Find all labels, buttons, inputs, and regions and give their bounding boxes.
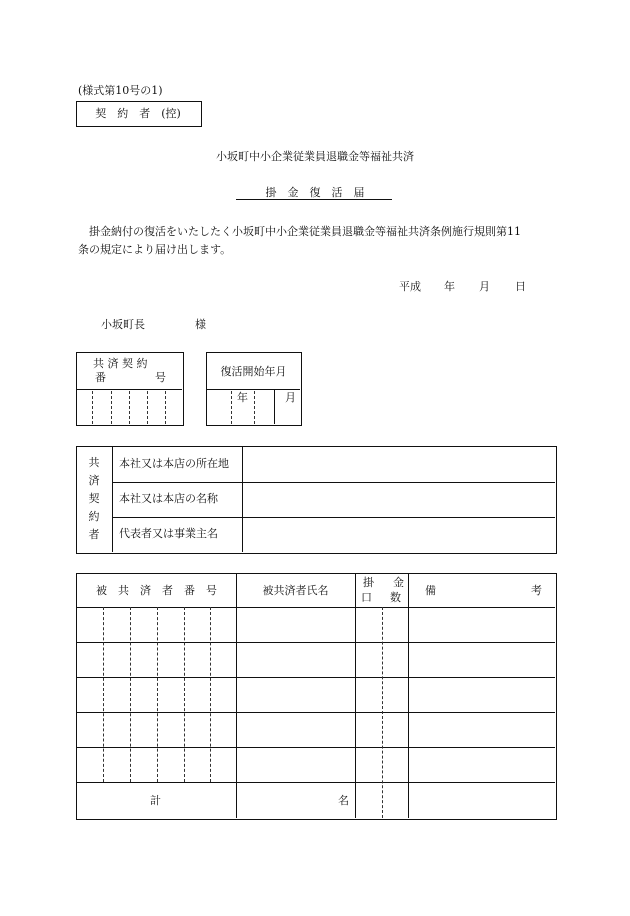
digit-separator <box>129 391 130 424</box>
header-units-kin: 金 <box>393 576 404 589</box>
date-era: 平成 <box>399 280 421 293</box>
digit-separator <box>103 607 104 782</box>
year-month-divider <box>274 389 275 424</box>
revival-start-divider <box>207 389 300 390</box>
side-label-char: 済 <box>88 474 100 487</box>
column-divider <box>242 447 243 552</box>
contract-number-divider <box>77 389 182 390</box>
side-label-char: 者 <box>88 528 100 541</box>
header-units-kake: 掛 <box>363 576 374 589</box>
copy-label-box <box>76 101 202 127</box>
revival-start-month: 月 <box>285 391 296 404</box>
contract-number-label-line1: 共 済 契 約 <box>93 357 148 370</box>
digit-separator <box>184 607 185 782</box>
contractor-table <box>76 446 557 554</box>
date-year: 年 <box>444 280 455 293</box>
title-underline <box>236 199 392 200</box>
row-divider <box>77 747 555 748</box>
side-label-char: 約 <box>88 510 100 523</box>
digit-separator <box>111 391 112 424</box>
form-number: (様式第10号の1) <box>78 84 163 97</box>
addressee-honorific: 様 <box>195 318 206 331</box>
column-divider <box>112 447 113 552</box>
body-text-line1: 掛金納付の復活をいたしたく小坂町中小企業従業員退職金等福祉共済条例施行規則第11 <box>78 225 521 238</box>
contract-number-label-ban: 番 <box>95 371 106 384</box>
form-title: 掛 金 復 活 届 <box>265 186 365 199</box>
side-label-char: 共 <box>88 456 100 469</box>
row-label-representative: 代表者又は事業主名 <box>119 527 218 540</box>
header-units-kuchi: 口 <box>361 591 372 604</box>
digit-separator <box>382 607 383 818</box>
header-remarks-kou: 考 <box>531 584 542 597</box>
digit-separator <box>92 391 93 424</box>
header-insured-number: 被 共 済 者 番 号 <box>96 584 217 597</box>
digit-separator <box>165 391 166 424</box>
copy-label: 契 約 者 (控) <box>95 107 181 120</box>
body-text-line2: 条の規定により届け出します。 <box>78 243 232 256</box>
row-divider <box>77 782 555 783</box>
digit-separator <box>210 607 211 782</box>
side-label-char: 契 <box>88 492 100 505</box>
row-divider <box>77 607 555 608</box>
row-divider <box>77 677 555 678</box>
row-divider <box>112 482 555 483</box>
revival-start-box <box>206 352 302 426</box>
digit-separator <box>147 391 148 424</box>
digit-separator <box>231 391 232 424</box>
contract-number-box <box>76 352 184 426</box>
insured-table <box>76 573 557 820</box>
row-divider <box>112 517 555 518</box>
header-units-suu: 数 <box>390 591 401 604</box>
digit-separator <box>157 607 158 782</box>
date-month: 月 <box>479 280 490 293</box>
row-label-company-name: 本社又は本店の名称 <box>119 492 218 505</box>
row-divider <box>77 642 555 643</box>
contract-number-label-go: 号 <box>155 371 166 384</box>
row-divider <box>77 712 555 713</box>
date-day: 日 <box>515 280 526 293</box>
total-label: 計 <box>150 794 161 807</box>
total-unit: 名 <box>338 794 349 807</box>
row-label-address: 本社又は本店の所在地 <box>119 457 229 470</box>
revival-start-label: 復活開始年月 <box>220 365 287 378</box>
header-insured-name: 被共済者氏名 <box>262 584 329 597</box>
revival-start-year: 年 <box>237 391 248 404</box>
organization-name: 小坂町中小企業従業員退職金等福祉共済 <box>216 150 414 163</box>
digit-separator <box>254 391 255 424</box>
digit-separator <box>130 607 131 782</box>
header-remarks-bi: 備 <box>425 584 436 597</box>
addressee-name: 小坂町長 <box>101 318 145 331</box>
